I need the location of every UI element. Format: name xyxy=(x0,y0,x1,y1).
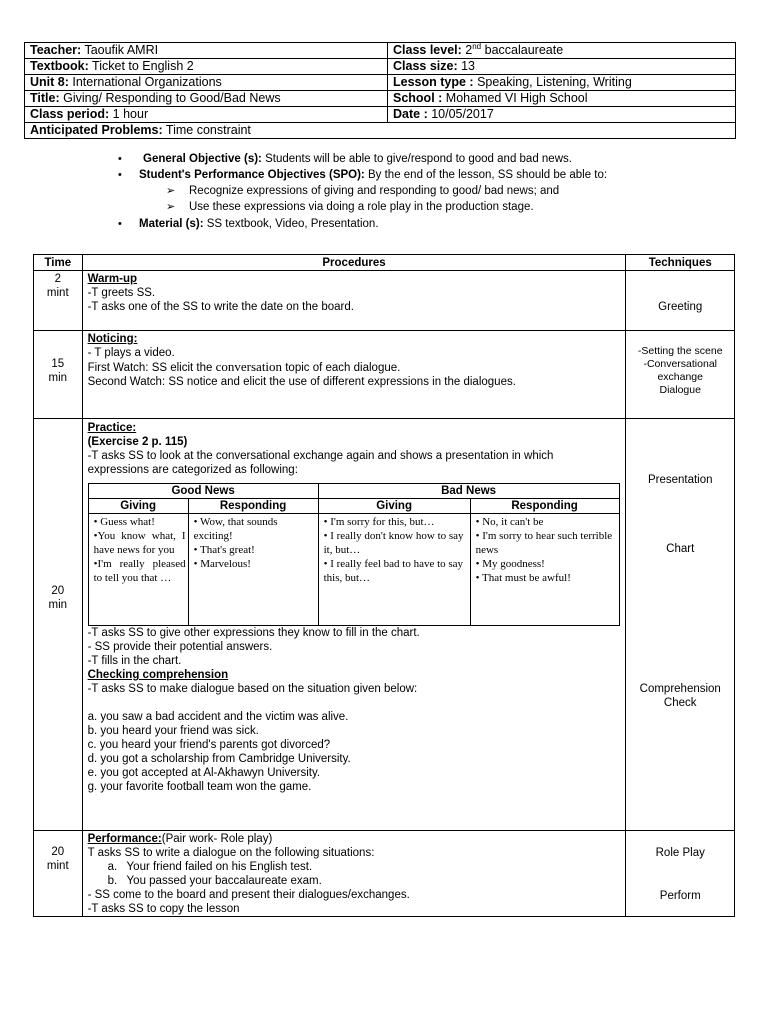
class-size-cell: Class size: 13 xyxy=(388,59,736,75)
technique-cell: Role Play Perform xyxy=(626,831,735,917)
technique-cell: Presentation Chart Comprehension Check xyxy=(626,419,735,831)
table-row xyxy=(34,271,735,331)
material: Material (s): SS textbook, Video, Presentation. xyxy=(139,218,379,230)
expressions-chart: Good News Bad News Giving Responding Giving Responding • Guess what! •You know what, I have news for you •I'm really pleased to tell you that … • Wow, that sounds exciting! • That's great! • Marvelous! • I'm sorry for this, but… • I really don't know how to say it, but… • I really feel bad to have to say this, but… • No, it can't be • I'm sorry to hear such terrible news • My goodness! • That must be awful! xyxy=(88,483,620,626)
spo-objective: Student's Performance Objectives (SPO): By the end of the lesson, SS should be able to: xyxy=(139,169,608,181)
arrow-bullet-icon: ➢ xyxy=(166,185,176,197)
chart-cell: • I'm sorry for this, but… • I really don't know how to say it, but… • I really feel bad to have to say this, but… xyxy=(318,514,470,626)
table-row xyxy=(34,331,735,419)
section-title: Warm-up xyxy=(87,273,137,285)
technique-cell: Greeting xyxy=(626,271,735,331)
unit-cell: Unit 8: International Organizations xyxy=(25,75,388,91)
bullet-icon: • xyxy=(118,169,122,181)
table-row xyxy=(34,831,735,917)
time-cell: 20 min xyxy=(34,419,83,831)
time-cell: 15 min xyxy=(34,331,83,419)
technique-cell: -Setting the scene -Conversational exchange Dialogue xyxy=(626,331,735,419)
procedure-cell: Noticing: - T plays a video. First Watch: SS elicit the conversation topic of each dialogue. Second Watch: SS notice and elicit the use of different expressions in the dialogues. xyxy=(82,331,626,419)
header-procedures: Procedures xyxy=(82,255,626,271)
teacher-value: Taoufik AMRI xyxy=(84,43,159,57)
date-cell: Date : 10/05/2017 xyxy=(388,107,736,123)
procedures-table xyxy=(33,254,735,917)
period-cell: Class period: 1 hour xyxy=(25,107,388,123)
bad-news-header: Bad News xyxy=(318,484,619,499)
chart-cell: • No, it can't be • I'm sorry to hear such terrible news • My goodness! • That must be awful! xyxy=(470,514,619,626)
bullet-icon: • xyxy=(118,153,122,165)
general-objective: General Objective (s): Students will be able to give/respond to good and bad news. xyxy=(143,153,572,165)
arrow-bullet-icon: ➢ xyxy=(166,201,176,213)
section-title: Practice: xyxy=(87,422,137,434)
time-cell: 20 mint xyxy=(34,831,83,917)
procedure-cell: Performance:(Pair work- Role play) T asks SS to write a dialogue on the following situations: a. Your friend failed on his English test. b. You passed your baccalaureate exam. - SS come to the board and present their dialogues/exchanges. -T asks SS to copy the lesson xyxy=(82,831,626,917)
lesson-type-cell: Lesson type : Speaking, Listening, Writing xyxy=(388,75,736,91)
chart-cell: • Wow, that sounds exciting! • That's great! • Marvelous! xyxy=(188,514,318,626)
section-title: Performance: xyxy=(87,833,162,845)
bullet-icon: • xyxy=(118,218,122,230)
textbook-cell: Textbook: Ticket to English 2 xyxy=(25,59,388,75)
class-level-cell: Class level: 2nd baccalaureate xyxy=(388,43,736,59)
section-title: Noticing: xyxy=(87,333,138,345)
school-cell: School : Mohamed VI High School xyxy=(388,91,736,107)
good-news-header: Good News xyxy=(88,484,318,499)
spo-item: Use these expressions via doing a role play in the production stage. xyxy=(189,201,534,213)
procedure-cell: Warm-up -T greets SS. -T asks one of the SS to write the date on the board. xyxy=(82,271,626,331)
procedure-cell: Practice: (Exercise 2 p. 115) -T asks SS to look at the conversational exchange again and shows a presentation in which expressions are categorized as following: Good News Bad News Giving Responding Giving Responding • Guess what! •You know what, I have news for you •I'm really pleased to tell you that … • Wow, that sounds exciting! • That's great! • Marvelous! • I'm sorry for this, but… • I really don't know how to say it, but… • I really feel bad to have to say this, but… • No, it can't be • I'm sorry to hear such terrible news • My goodness! • That must be awful! -T asks SS to give other expressions they know to fill in the chart. - SS provide their potential answers. -T fills in the chart. Checking comprehension -T asks SS to make dialogue based on the situation given below: a. you saw a bad accident and the victim was alive. b. you heard your friend was sick. c. you heard your friend's parents got divorced? d. you got a scholarship from Cambridge University. e. you got accepted at Al-Akhawyn University. g. your favorite football team won the game. xyxy=(82,419,626,831)
lesson-header-table xyxy=(24,42,736,139)
header-techniques: Techniques xyxy=(626,255,735,271)
teacher-cell: Teacher: Taoufik AMRI xyxy=(25,43,388,59)
time-cell: 2 mint xyxy=(34,271,83,331)
section-title: Checking comprehension xyxy=(87,669,229,681)
problems-cell: Anticipated Problems: Time constraint xyxy=(25,123,736,139)
title-cell: Title: Giving/ Responding to Good/Bad News xyxy=(25,91,388,107)
header-time: Time xyxy=(34,255,83,271)
table-row xyxy=(34,419,735,831)
chart-cell: • Guess what! •You know what, I have news for you •I'm really pleased to tell you that … xyxy=(88,514,188,626)
spo-item: Recognize expressions of giving and responding to good/ bad news; and xyxy=(189,185,560,197)
